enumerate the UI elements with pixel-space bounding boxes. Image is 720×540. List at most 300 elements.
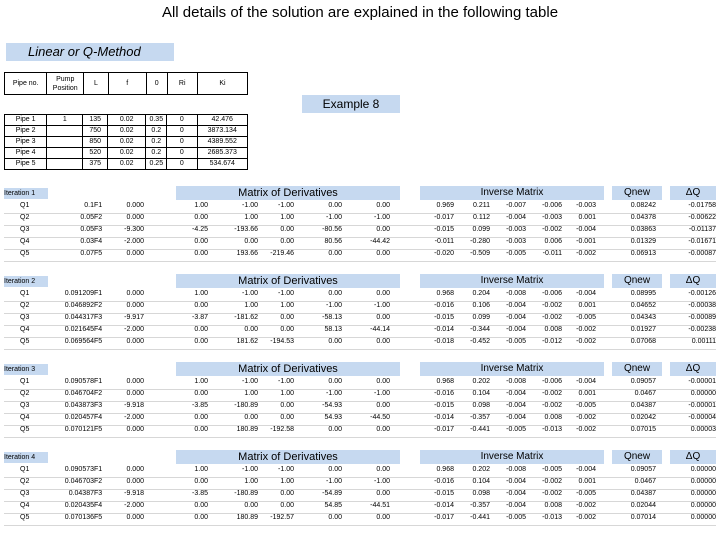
inverse-cell: -0.280 (470, 238, 490, 245)
matrix-cell: 0.00 (376, 466, 390, 473)
qnew-header: Qnew (612, 450, 662, 464)
inverse-cell: -0.441 (470, 514, 490, 521)
matrix-cell: 0.00 (194, 250, 208, 257)
inverse-cell: 0.006 (544, 238, 562, 245)
matrix-cell: 0.00 (376, 514, 390, 521)
pipe-cell: 135 (83, 115, 108, 126)
inverse-cell: 0.099 (472, 314, 490, 321)
matrix-cell: 0.00 (194, 238, 208, 245)
q-value: 0.020457 (64, 414, 94, 421)
f-value: 0.000 (126, 338, 144, 345)
inverse-cell: -0.005 (506, 426, 526, 433)
iteration-label: Iteration 3 (4, 364, 48, 375)
inverse-cell: 0.968 (436, 290, 454, 297)
matrix-cell: -193.66 (234, 226, 258, 233)
matrix-cell: 1.00 (280, 214, 294, 221)
dq-value: -0.00001 (688, 402, 716, 409)
matrix-cell: 1.00 (280, 478, 294, 485)
matrix-cell: 58.13 (324, 326, 342, 333)
inverse-cell: -0.004 (506, 214, 526, 221)
inverse-cell: -0.005 (576, 402, 596, 409)
f-value: 0.000 (126, 290, 144, 297)
pipe-cell: 0.02 (108, 126, 146, 137)
matrix-cell: 1.00 (280, 302, 294, 309)
header-f: f (108, 73, 146, 95)
dq-value: 0.00003 (690, 426, 716, 433)
inverse-cell: -0.004 (576, 378, 596, 385)
header-pipe-no: Pipe no. (5, 73, 47, 95)
matrix-cell: 0.00 (194, 390, 208, 397)
f-label: F1 (94, 378, 103, 385)
inverse-cell: -0.008 (506, 466, 526, 473)
matrix-cell: -44.50 (370, 414, 390, 421)
inverse-cell: -0.002 (542, 390, 562, 397)
matrix-cell: 0.00 (328, 378, 342, 385)
matrix-cell: -44.14 (370, 326, 390, 333)
inverse-cell: -0.509 (470, 250, 490, 257)
q-value: 0.090578 (64, 378, 94, 385)
inverse-cell: -0.008 (506, 378, 526, 385)
matrix-cell: -1.00 (374, 478, 390, 485)
f-label: F5 (94, 514, 103, 521)
f-value: -9.918 (124, 402, 144, 409)
matrix-cell: 0.00 (244, 502, 258, 509)
matrix-cell: 1.00 (244, 214, 258, 221)
pipe-cell: 750 (83, 126, 108, 137)
qnew-value: 0.06913 (630, 250, 656, 257)
qnew-header: Qnew (612, 274, 662, 288)
pipe-row (5, 159, 248, 170)
pipe-cell: 375 (83, 159, 108, 170)
q-value: 0.091209 (64, 290, 94, 297)
dq-value: 0.00000 (690, 514, 716, 521)
pipe-cell: 520 (83, 148, 108, 159)
f-value: 0.000 (126, 466, 144, 473)
f-value: -2.000 (124, 326, 144, 333)
q-label: Q5 (20, 426, 30, 433)
qnew-value: 0.01927 (630, 326, 656, 333)
q-value: 0.070121 (64, 426, 94, 433)
page-title: All details of the solution are explained in the following table (161, 4, 559, 21)
pipe-cell: 0.02 (108, 115, 146, 126)
iteration-label: Iteration 2 (4, 276, 48, 287)
inverse-cell: -0.003 (576, 202, 596, 209)
row-divider (4, 237, 716, 238)
matrix-cell: 1.00 (244, 302, 258, 309)
dq-value: -0.00622 (688, 214, 716, 221)
f-label: F1 (94, 202, 103, 209)
matrix-cell: -4.25 (192, 226, 208, 233)
inverse-cell: -0.017 (434, 214, 454, 221)
matrix-cell: -181.62 (234, 314, 258, 321)
matrix-cell: -1.00 (242, 378, 258, 385)
matrix-cell: -1.00 (326, 478, 342, 485)
f-label: F3 (94, 226, 103, 233)
pipe-cell: 2685.373 (197, 148, 248, 159)
qnew-value: 0.04343 (630, 314, 656, 321)
dq-value: 0.00000 (690, 390, 716, 397)
matrix-cell: -44.42 (370, 238, 390, 245)
inverse-cell: -0.004 (506, 326, 526, 333)
q-label: Q1 (20, 290, 30, 297)
matrix-cell: 0.00 (280, 402, 294, 409)
inverse-cell: -0.441 (470, 426, 490, 433)
matrix-cell: 0.00 (376, 426, 390, 433)
matrix-cell: 0.00 (328, 202, 342, 209)
pipe-cell (47, 148, 83, 159)
row-divider (4, 313, 716, 314)
f-value: 0.000 (126, 302, 144, 309)
inverse-cell: -0.004 (506, 414, 526, 421)
dq-value: -0.01671 (688, 238, 716, 245)
dq-value: -0.00004 (688, 414, 716, 421)
matrix-cell: 0.00 (376, 314, 390, 321)
inverse-cell: -0.004 (576, 466, 596, 473)
matrix-cell: -58.13 (322, 314, 342, 321)
matrix-header: Matrix of Derivatives (176, 274, 400, 288)
pipe-cell: 0.02 (108, 137, 146, 148)
matrix-cell: 0.00 (194, 338, 208, 345)
q-value: 0.021645 (64, 326, 94, 333)
inverse-cell: -0.002 (542, 478, 562, 485)
inverse-cell: -0.004 (506, 390, 526, 397)
inverse-cell: -0.002 (542, 490, 562, 497)
f-value: 0.000 (126, 202, 144, 209)
matrix-cell: 0.00 (280, 490, 294, 497)
f-label: F3 (94, 490, 103, 497)
matrix-cell: 0.00 (194, 426, 208, 433)
inverse-cell: 0.098 (472, 490, 490, 497)
f-value: 0.000 (126, 478, 144, 485)
inverse-cell: 0.001 (578, 214, 596, 221)
matrix-cell: 0.00 (376, 290, 390, 297)
matrix-cell: 80.56 (324, 238, 342, 245)
inverse-cell: -0.014 (434, 502, 454, 509)
inverse-cell: -0.006 (542, 202, 562, 209)
f-value: -9.917 (124, 314, 144, 321)
inverse-cell: -0.015 (434, 226, 454, 233)
pipe-row (5, 137, 248, 148)
row-divider (4, 501, 716, 502)
pipe-cell: 0.2 (146, 137, 167, 148)
q-value: 0.07 (80, 250, 94, 257)
row-divider (4, 301, 716, 302)
dq-value: -0.00087 (688, 250, 716, 257)
inverse-cell: 0.202 (472, 378, 490, 385)
inverse-cell: -0.015 (434, 314, 454, 321)
f-value: 0.000 (126, 378, 144, 385)
inverse-cell: -0.005 (576, 314, 596, 321)
qnew-value: 0.04378 (630, 214, 656, 221)
matrix-cell: -80.56 (322, 226, 342, 233)
q-label: Q5 (20, 250, 30, 257)
inverse-cell: -0.005 (542, 466, 562, 473)
pipe-data-table (4, 114, 248, 170)
matrix-cell: -1.00 (242, 290, 258, 297)
inverse-cell: -0.357 (470, 414, 490, 421)
matrix-cell: 1.00 (244, 390, 258, 397)
inverse-cell: 0.204 (472, 290, 490, 297)
pipe-cell: 3873.134 (197, 126, 248, 137)
pipe-row (5, 148, 248, 159)
q-label: Q1 (20, 378, 30, 385)
matrix-cell: -219.46 (270, 250, 294, 257)
inverse-cell: -0.015 (434, 490, 454, 497)
qnew-value: 0.02042 (630, 414, 656, 421)
pipe-cell: Pipe 1 (5, 115, 47, 126)
matrix-cell: -192.58 (270, 426, 294, 433)
pipe-cell (47, 126, 83, 137)
matrix-cell: 1.00 (194, 202, 208, 209)
inverse-cell: 0.104 (472, 478, 490, 485)
pipe-cell: Pipe 3 (5, 137, 47, 148)
matrix-cell: -1.00 (326, 302, 342, 309)
f-label: F4 (94, 414, 103, 421)
f-value: 0.000 (126, 390, 144, 397)
inverse-cell: 0.112 (473, 214, 490, 221)
row-divider (4, 249, 716, 250)
qnew-value: 0.08995 (630, 290, 656, 297)
inverse-cell: -0.002 (576, 414, 596, 421)
inverse-cell: -0.004 (576, 290, 596, 297)
matrix-cell: 0.00 (376, 202, 390, 209)
q-value: 0.020435 (64, 502, 94, 509)
f-label: F1 (94, 466, 103, 473)
header-ri: Ri (167, 73, 197, 95)
q-value: 0.03 (80, 238, 94, 245)
matrix-cell: 0.00 (280, 238, 294, 245)
q-label: Q3 (20, 490, 30, 497)
row-divider (4, 413, 716, 414)
inverse-cell: -0.002 (576, 338, 596, 345)
q-value: 0.044317 (64, 314, 94, 321)
inverse-cell: -0.001 (576, 238, 596, 245)
row-divider (4, 261, 716, 262)
pipe-cell: 0 (167, 115, 197, 126)
matrix-cell: 0.00 (194, 326, 208, 333)
dq-value: 0.00111 (691, 338, 716, 345)
q-label: Q4 (20, 326, 30, 333)
inverse-header: Inverse Matrix (420, 362, 604, 376)
inverse-cell: -0.017 (434, 426, 454, 433)
matrix-cell: 0.00 (280, 414, 294, 421)
pipe-cell: 0 (167, 126, 197, 137)
matrix-cell: -54.89 (322, 490, 342, 497)
matrix-cell: -1.00 (278, 290, 294, 297)
inverse-cell: -0.002 (542, 402, 562, 409)
pipe-cell: 42.476 (197, 115, 248, 126)
q-label: Q2 (20, 390, 30, 397)
row-divider (4, 213, 716, 214)
matrix-cell: 0.00 (280, 314, 294, 321)
pipe-cell: Pipe 4 (5, 148, 47, 159)
f-value: -9.300 (124, 226, 144, 233)
qnew-value: 0.0467 (634, 478, 656, 485)
inverse-cell: 0.211 (473, 202, 490, 209)
inverse-cell: -0.003 (542, 214, 562, 221)
dq-value: -0.00089 (688, 314, 716, 321)
row-divider (4, 437, 716, 438)
inverse-cell: -0.006 (542, 378, 562, 385)
inverse-cell: 0.106 (472, 302, 490, 309)
matrix-cell: -3.85 (192, 490, 208, 497)
inverse-cell: -0.014 (434, 326, 454, 333)
matrix-cell: -1.00 (374, 302, 390, 309)
header-pump-position: Pump Position (47, 73, 84, 95)
matrix-cell: 0.00 (376, 250, 390, 257)
dq-value: -0.01758 (688, 202, 716, 209)
f-value: -2.000 (124, 502, 144, 509)
inverse-cell: 0.099 (472, 226, 490, 233)
matrix-header: Matrix of Derivatives (176, 186, 400, 200)
q-label: Q4 (20, 238, 30, 245)
row-divider (4, 525, 716, 526)
inverse-header: Inverse Matrix (420, 186, 604, 200)
inverse-cell: 0.008 (544, 326, 562, 333)
pipe-cell: 534.674 (197, 159, 248, 170)
dq-value: -0.00238 (688, 326, 716, 333)
qnew-value: 0.07015 (630, 426, 656, 433)
q-label: Q5 (20, 514, 30, 521)
qnew-header: Qnew (612, 362, 662, 376)
matrix-cell: -192.57 (270, 514, 294, 521)
q-value: 0.070136 (64, 514, 94, 521)
matrix-cell: -180.89 (234, 402, 258, 409)
row-divider (4, 477, 716, 478)
dq-value: 0.00000 (690, 502, 716, 509)
example-label: Example 8 (302, 95, 400, 113)
pipe-cell: 0 (167, 148, 197, 159)
inverse-cell: -0.002 (576, 502, 596, 509)
q-value: 0.090573 (64, 466, 94, 473)
q-label: Q2 (20, 478, 30, 485)
pipe-cell: 4389.552 (197, 137, 248, 148)
header-ki: Ki (197, 73, 247, 95)
inverse-cell: -0.016 (434, 390, 454, 397)
dq-value: -0.01137 (688, 226, 716, 233)
inverse-cell: 0.968 (436, 378, 454, 385)
matrix-cell: -194.53 (270, 338, 294, 345)
q-label: Q5 (20, 338, 30, 345)
inverse-cell: -0.357 (470, 502, 490, 509)
q-value: 0.046703 (64, 478, 94, 485)
dq-header: ΔQ (670, 186, 716, 200)
matrix-cell: 0.00 (280, 502, 294, 509)
q-value: 0.05 (80, 214, 94, 221)
pipe-cell: 0.35 (146, 115, 167, 126)
inverse-cell: -0.013 (542, 426, 562, 433)
dq-header: ΔQ (670, 450, 716, 464)
dq-value: 0.00000 (690, 490, 716, 497)
matrix-cell: 0.00 (280, 226, 294, 233)
q-label: Q3 (20, 226, 30, 233)
inverse-cell: -0.013 (542, 514, 562, 521)
inverse-cell: -0.004 (506, 478, 526, 485)
f-label: F4 (94, 502, 103, 509)
matrix-cell: 0.00 (194, 478, 208, 485)
matrix-cell: -1.00 (374, 214, 390, 221)
f-label: F3 (94, 402, 103, 409)
matrix-cell: 0.00 (244, 414, 258, 421)
dq-header: ΔQ (670, 362, 716, 376)
inverse-cell: -0.004 (576, 226, 596, 233)
inverse-cell: 0.001 (578, 390, 596, 397)
f-value: -2.000 (124, 414, 144, 421)
qnew-value: 0.01329 (630, 238, 656, 245)
inverse-cell: -0.004 (506, 302, 526, 309)
pipe-cell: Pipe 2 (5, 126, 47, 137)
matrix-cell: 0.00 (194, 302, 208, 309)
inverse-cell: -0.008 (506, 290, 526, 297)
matrix-cell: 54.85 (324, 502, 342, 509)
f-label: F4 (94, 238, 103, 245)
qnew-value: 0.03863 (630, 226, 656, 233)
f-label: F2 (94, 478, 103, 485)
f-label: F2 (94, 214, 103, 221)
inverse-cell: -0.003 (506, 226, 526, 233)
inverse-cell: -0.452 (470, 338, 490, 345)
row-divider (4, 513, 716, 514)
row-divider (4, 401, 716, 402)
inverse-cell: 0.001 (578, 302, 596, 309)
matrix-cell: 0.00 (244, 326, 258, 333)
inverse-cell: 0.008 (544, 502, 562, 509)
matrix-cell: 1.00 (280, 390, 294, 397)
inverse-cell: -0.003 (506, 238, 526, 245)
pipe-cell: 0 (167, 159, 197, 170)
header-theta: 0 (146, 73, 167, 95)
matrix-cell: 0.00 (244, 238, 258, 245)
matrix-cell: -180.89 (234, 490, 258, 497)
inverse-cell: -0.005 (576, 490, 596, 497)
f-label: F2 (94, 302, 103, 309)
matrix-cell: 0.00 (280, 326, 294, 333)
inverse-cell: 0.968 (436, 466, 454, 473)
pipe-cell: 0.2 (146, 148, 167, 159)
matrix-cell: -1.00 (242, 466, 258, 473)
q-label: Q2 (20, 214, 30, 221)
matrix-cell: 0.00 (376, 226, 390, 233)
inverse-cell: -0.004 (506, 402, 526, 409)
dq-value: -0.00126 (688, 290, 716, 297)
matrix-cell: 180.89 (236, 514, 258, 521)
iteration-label: Iteration 1 (4, 188, 48, 199)
inverse-cell: 0.001 (578, 478, 596, 485)
matrix-cell: 181.62 (236, 338, 258, 345)
pipe-cell: 0 (167, 137, 197, 148)
inverse-header: Inverse Matrix (420, 274, 604, 288)
f-value: 0.000 (126, 250, 144, 257)
q-value: 0.04387 (68, 490, 94, 497)
pipe-row (5, 126, 248, 137)
f-label: F2 (94, 390, 103, 397)
inverse-cell: -0.002 (576, 514, 596, 521)
inverse-cell: 0.008 (544, 414, 562, 421)
pipe-cell: 0.2 (146, 126, 167, 137)
f-label: F4 (94, 326, 103, 333)
qnew-value: 0.02044 (630, 502, 656, 509)
matrix-cell: -1.00 (326, 390, 342, 397)
q-label: Q3 (20, 402, 30, 409)
matrix-cell: 0.00 (328, 514, 342, 521)
dq-value: 0.00000 (690, 478, 716, 485)
inverse-cell: -0.012 (542, 338, 562, 345)
inverse-cell: -0.002 (542, 226, 562, 233)
matrix-cell: -1.00 (278, 378, 294, 385)
matrix-cell: 54.93 (324, 414, 342, 421)
inverse-cell: -0.004 (506, 314, 526, 321)
qnew-value: 0.0467 (634, 390, 656, 397)
